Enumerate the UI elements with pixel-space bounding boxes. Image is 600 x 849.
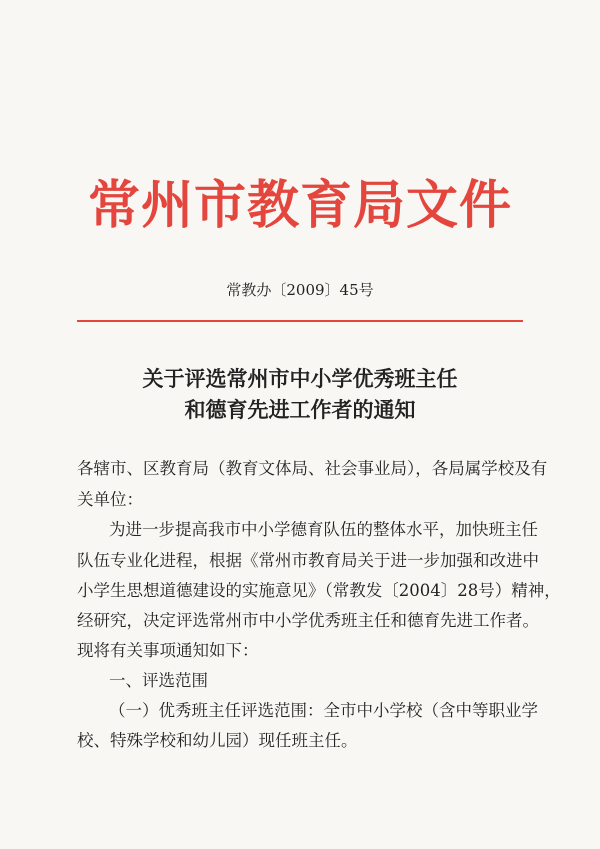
addressee-line-2: 关单位： <box>77 490 143 509</box>
paragraph-1-line-1: 为进一步提高我市中小学德育队伍的整体水平，加快班主任 <box>109 520 538 539</box>
item-1-line-1: （一）优秀班主任评选范围：全市中小学校（含中等职业学 <box>109 701 538 720</box>
paragraph-1-line-2: 队伍专业化进程，根据《常州市教育局关于进一步加强和改进中 <box>77 551 539 570</box>
paragraph-1-line-5: 现将有关事项通知如下： <box>77 641 259 660</box>
red-divider <box>77 320 523 322</box>
notice-title-line-1: 关于评选常州市中小学优秀班主任 <box>142 366 458 391</box>
notice-title-line-2: 和德育先进工作者的通知 <box>184 397 416 422</box>
paragraph-1-line-3: 小学生思想道德建设的实施意见》（常教发〔2004〕28号）精神， <box>77 581 561 600</box>
masthead-title: 常州市教育局文件 <box>87 176 512 236</box>
paragraph-1-line-4: 经研究，决定评选常州市中小学优秀班主任和德育先进工作者。 <box>77 611 539 630</box>
addressee-line-1: 各辖市、区教育局（教育文体局、社会事业局），各局属学校及有 <box>77 459 548 478</box>
section-1-heading: 一、评选范围 <box>109 671 208 690</box>
item-1-line-2: 校、特殊学校和幼儿园）现任班主任。 <box>77 731 358 750</box>
document-number: 常教办〔2009〕45号 <box>226 281 374 299</box>
